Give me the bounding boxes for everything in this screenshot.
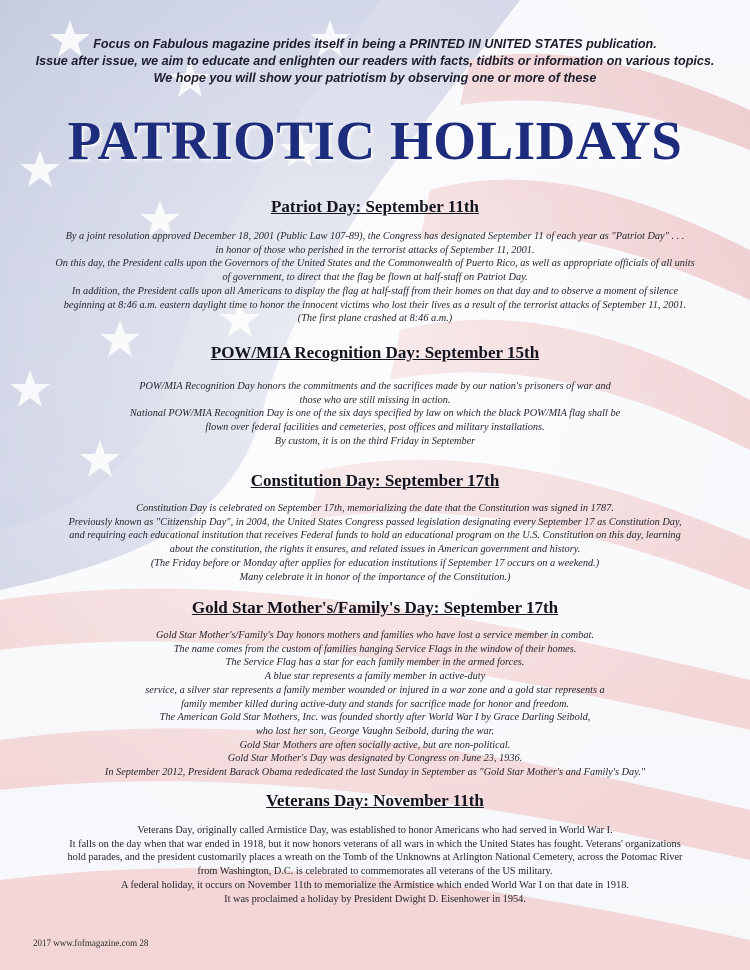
body-line: The name comes from the custom of families hanging Service Flags in the window of their homes. — [173, 643, 577, 655]
body-line: By custom, it is on the third Friday in September — [274, 435, 476, 447]
body-line: A blue star represents a family member in active-duty — [264, 671, 486, 683]
intro-line: Focus on Fabulous magazine prides itself in being a PRINTED IN UNITED STATES publication. — [93, 37, 657, 51]
body-line: In September 2012, President Barack Obama rededicated the last Sunday in September as "Gold Star Mother's and Family's Day." — [104, 767, 646, 779]
body-line: It falls on the day when that war ended in 1918, but it now honors veterans of all wars in which the United States has fought. Veterans' organizations — [69, 838, 681, 850]
body-line: In addition, the President calls upon all Americans to display the flag at half-staff from their homes on that day and to observe a moment of silence — [71, 285, 679, 297]
section-body — [0, 380, 750, 449]
body-line: It was proclaimed a holiday by President Dwight D. Eisenhower in 1954. — [224, 893, 526, 905]
body-line: POW/MIA Recognition Day honors the commitments and the sacrifices made by our nation's prisoners of war and — [139, 381, 611, 392]
body-line: those who are still missing in action. — [299, 394, 451, 406]
body-line: A federal holiday, it occurs on November 11th to memorialize the Armistice which ended World War I on that date in 1918. — [121, 879, 629, 891]
body-line: family member killed during active-duty and stands for sacrifice made for honor and freedom. — [181, 698, 569, 710]
intro-line: Issue after issue, we aim to educate and enlighten our readers with facts, tidbits or information on various topics. — [35, 54, 715, 68]
section-heading: Veterans Day: November 11th — [266, 791, 484, 810]
body-line: Gold Star Mother's Day was designated by Congress on June 23, 1936. — [227, 753, 523, 765]
body-line: National POW/MIA Recognition Day is one of the six days specified by law on which the black POW/MIA flag shall be — [129, 408, 621, 420]
body-line: about the constitution, the rights it ensures, and related issues in American government and history. — [169, 544, 581, 556]
body-line: On this day, the President calls upon the Governors of the United States and the Commonwealth of Puerto Rico, as well as appropriate officials of all units — [55, 258, 695, 270]
body-line: By a joint resolution approved December 18, 2001 (Public Law 107-89), the Congress has designated September 11 of each year as "Patriot Day" . . . — [65, 231, 685, 242]
body-line: and requiring each educational institution that receives Federal funds to hold an educational program on the U.S. Constitution on this day, learning — [69, 530, 681, 542]
section-patriot-day — [0, 196, 750, 326]
section-pow-mia-day — [0, 342, 750, 449]
section-veterans-day — [0, 790, 750, 906]
section-body — [0, 629, 750, 780]
section-body — [0, 502, 750, 584]
body-line: beginning at 8:46 a.m. eastern daylight time to honor the innocent victims who lost their lives as a result of the terrorist attacks of September 11, 2001. — [63, 299, 687, 311]
section-heading: Gold Star Mother's/Family's Day: September 17th — [191, 598, 559, 617]
body-line: Gold Star Mothers are often socially active, but are non-political. — [239, 739, 511, 751]
section-heading: POW/MIA Recognition Day: September 15th — [210, 343, 540, 362]
body-line: of government, to direct that the flag be flown at half-staff on Patriot Day. — [222, 272, 528, 284]
section-body — [0, 230, 750, 326]
body-line: Many celebrate it in honor of the importance of the Constitution.) — [239, 571, 511, 583]
body-line: Gold Star Mother's/Family's Day honors mothers and families who have lost a service member in combat. — [156, 630, 594, 641]
page-footer: 2017 www.fofmagazine.com 28 — [33, 938, 149, 948]
body-line: (The Friday before or Monday after applies for education institutions if September 17 occurs on a weekend.) — [150, 557, 600, 569]
section-constitution-day — [0, 470, 750, 584]
body-line: from Washington, D.C. is celebrated to commemorates all veterans of the US military. — [197, 866, 553, 878]
body-line: (The first plane crashed at 8:46 a.m.) — [297, 313, 453, 325]
body-line: Constitution Day is celebrated on September 17th, memorializing the date that the Constitution was signed in 1787. — [136, 503, 614, 514]
section-gold-star-day — [0, 597, 750, 780]
section-body — [0, 824, 750, 906]
body-line: in honor of those who perished in the terrorist attacks of September 11, 2001. — [215, 244, 535, 256]
intro-text — [0, 36, 750, 87]
body-line: hold parades, and the president customarily places a wreath on the Tomb of the Unknowns at Arlington National Cemetery, across the Potomac River — [67, 852, 683, 864]
section-heading: Constitution Day: September 17th — [250, 471, 500, 490]
body-line: The Service Flag has a star for each family member in the armed forces. — [225, 657, 525, 669]
body-line: flown over federal facilities and cemeteries, post offices and military installations. — [205, 422, 545, 434]
section-heading: Patriot Day: September 11th — [271, 197, 479, 216]
body-line: Previously known as "Citizenship Day", in 2004, the United States Congress passed legislation designating every September 17 as Constitution Day, — [68, 516, 682, 528]
intro-line: We hope you will show your patriotism by observing one or more of these — [153, 71, 597, 85]
body-line: Veterans Day, originally called Armistice Day, was established to honor Americans who had served in World War I. — [137, 825, 613, 836]
body-line: service, a silver star represents a family member wounded or injured in a war zone and a gold star represents a — [145, 684, 605, 696]
body-line: The American Gold Star Mothers, Inc. was founded shortly after World War I by Grace Darling Seibold, — [159, 712, 591, 724]
body-line: who lost her son, George Vaughn Seibold, during the war. — [255, 725, 495, 737]
page-title: PATRIOTIC HOLIDAYS — [67, 110, 683, 171]
